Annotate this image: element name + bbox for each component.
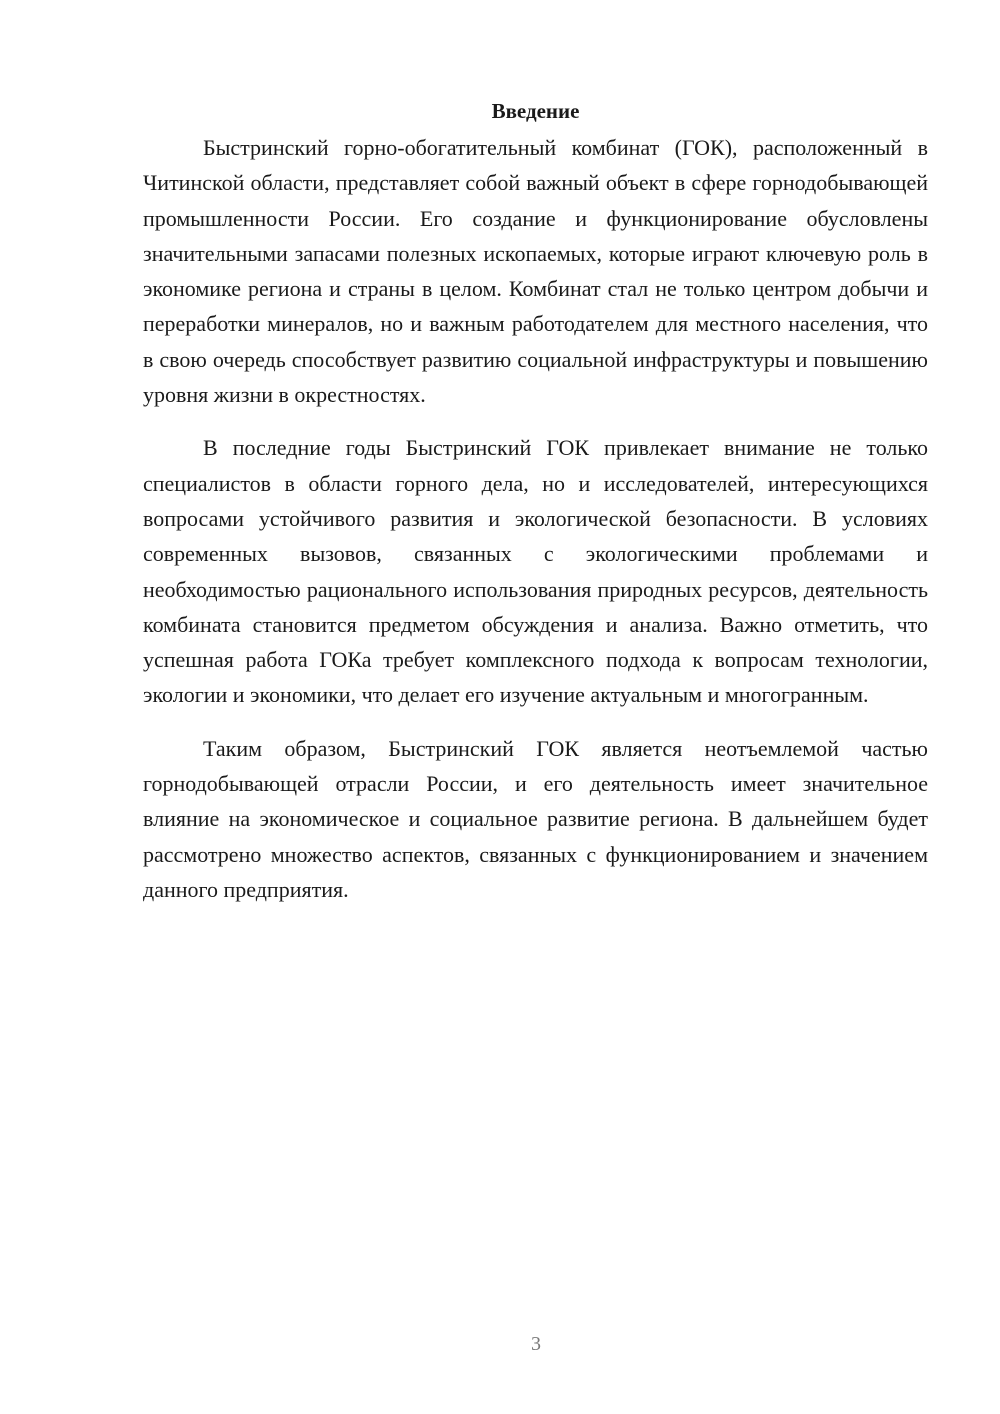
section-heading: Введение: [491, 99, 580, 123]
paragraph-conclusion: Таким образом, Быстринский ГОК является неотъемлемой частью горнодобывающей отрасли России, и его деятельность имеет значительное влияние на экономическое и социальное развитие региона. В дальнейшем будет рассмотрено множество аспектов, связанных с функционированием и значением данного предприятия.: [143, 735, 928, 902]
paragraph-research-interest: В последние годы Быстринский ГОК привлекает внимание не только специалистов в области горного дела, но и исследователей, интересующихся вопросами устойчивого развития и экологической безопасности. В условиях современных вызовов, связанных с экологическими проблемами и необходимостью рационального использования природных ресурсов, деятельность комбината становится предметом обсуждения и анализа. Важно отметить, что успешная работа ГОКа требует комплексного подхода к вопросам технологии, экологии и экономики, что делает его изучение актуальным и многогранным.: [143, 435, 928, 708]
page-content: [143, 94, 928, 925]
paragraph-intro: Быстринский горно-обогатительный комбинат (ГОК), расположенный в Читинской области, представляет собой важный объект в сфере горнодобывающей промышленности России. Его создание и функционирование обусловлены значительными запасами полезных ископаемых, которые играют ключевую роль в экономике региона и страны в целом. Комбинат стал не только центром добычи и переработки минералов, но и важным работодателем для местного населения, что в свою очередь способствует развитию социальной инфраструктуры и повышению уровня жизни в окрестностях.: [143, 135, 928, 408]
page-number: 3: [531, 1333, 541, 1355]
